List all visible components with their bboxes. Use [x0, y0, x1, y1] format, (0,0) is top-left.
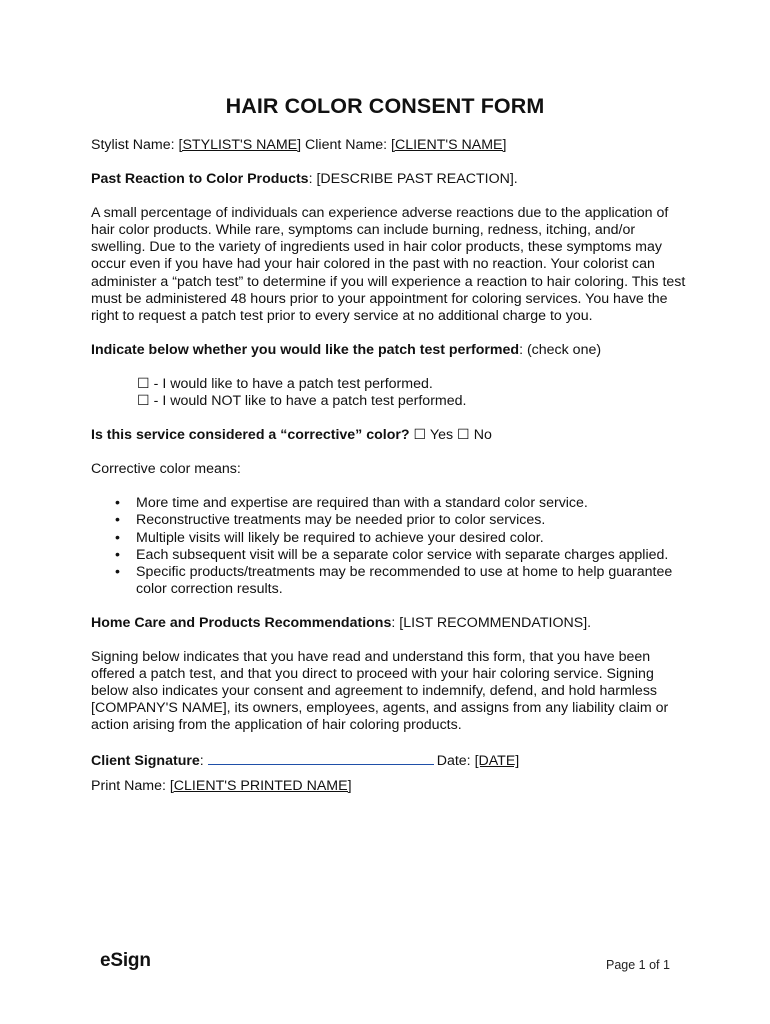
corrective-question-label: Is this service considered a “corrective” color? [91, 427, 410, 444]
past-reaction-field[interactable]: : [DESCRIBE PAST REACTION]. [308, 171, 518, 188]
bullet-item: • Multiple visits will likely be required to achieve your desired color. [136, 530, 691, 547]
client-label: Client Name: [305, 137, 388, 153]
patch-test-no-option[interactable]: ☐ - I would NOT like to have a patch test performed. [137, 393, 467, 410]
client-signature-label: Client Signature [91, 753, 200, 770]
reaction-info-paragraph: A small percentage of individuals can experience adverse reactions due to the application of hair color products. While rare, symptoms can include burning, redness, itching, and/or swelling. Due to the variety of ingredients used in hair color products, these symptoms may occur even if you have had your hair colored in the past with no reaction. Your colorist can administer a “patch test” to determine if you will experience a reaction to hair coloring. This test must be administered 48 hours prior to your appointment for coloring services. You have the right to request a patch test prior to every service at no additional charge to you. [91, 205, 686, 324]
bullet-item: • More time and expertise are required than with a standard color service. [136, 495, 691, 512]
patch-test-options [137, 376, 691, 410]
page-title: HAIR COLOR CONSENT FORM [225, 94, 545, 118]
stylist-client-line [91, 137, 691, 154]
page-number: Page 1 of 1 [606, 958, 670, 972]
patch-test-question-suffix: : (check one) [519, 341, 602, 358]
client-signature-colon: : [199, 753, 204, 770]
print-name-line [91, 778, 691, 795]
signing-paragraph: Signing below indicates that you have read and understand this form, that you have been offered a patch test, and that you direct to proceed with your hair coloring service. Signing below also indicates your consent and agreement to indemnify, defend, and hold harmless [COMPANY'S NAME], its owners, employees, agents, and assigns from any liability claim or action arising from the application of hair coloring products. [91, 648, 669, 734]
stylist-name-field[interactable]: [STYLIST'S NAME] [178, 137, 302, 153]
bullet-item: • Each subsequent visit will be a separate color service with separate charges applied. [136, 547, 691, 564]
date-label: Date: [436, 753, 471, 770]
past-reaction-label: Past Reaction to Color Products [91, 171, 309, 188]
patch-test-question-label: Indicate below whether you would like the patch test performed [91, 341, 520, 358]
corrective-bullet-list [91, 495, 691, 598]
corrective-question-line [91, 427, 691, 444]
print-name-field[interactable]: [CLIENT'S PRINTED NAME] [169, 777, 352, 794]
client-name-field[interactable]: [CLIENT'S NAME] [391, 137, 507, 153]
date-field[interactable]: [DATE] [474, 753, 520, 770]
home-care-field[interactable]: : [LIST RECOMMENDATIONS]. [391, 614, 592, 631]
corrective-no-checkbox[interactable]: ☐ No [457, 427, 492, 444]
patch-test-question [91, 342, 691, 359]
past-reaction-line [91, 171, 691, 188]
client-signature-line [91, 751, 691, 770]
bullet-item: • Reconstructive treatments may be needed prior to color services. [136, 512, 691, 529]
esign-logo: eSign [100, 950, 151, 971]
home-care-line [91, 615, 691, 632]
signature-field[interactable] [208, 751, 434, 765]
corrective-means-heading: Corrective color means: [91, 461, 241, 478]
corrective-yes-checkbox[interactable]: ☐ Yes [413, 427, 454, 444]
patch-test-yes-option[interactable]: ☐ - I would like to have a patch test performed. [137, 375, 433, 392]
print-name-label: Print Name: [91, 777, 166, 794]
form-content [91, 137, 691, 795]
bullet-item: • Specific products/treatments may be recommended to use at home to help guarantee color correction results. [136, 564, 691, 598]
stylist-label: Stylist Name: [91, 137, 175, 153]
home-care-label: Home Care and Products Recommendations [91, 614, 392, 631]
